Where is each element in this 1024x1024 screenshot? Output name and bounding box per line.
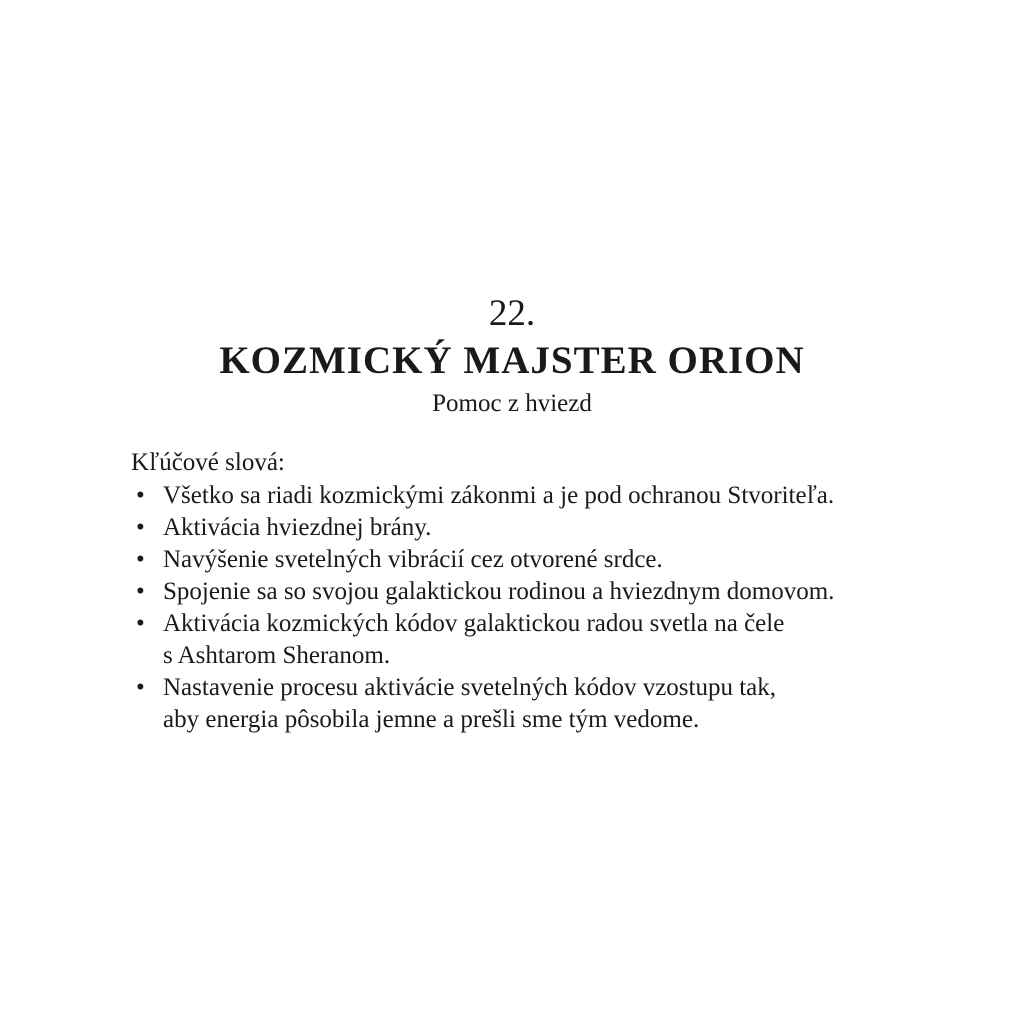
card-title: KOZMICKÝ MAJSTER ORION <box>219 339 805 382</box>
list-item <box>131 480 951 512</box>
list-item <box>131 544 951 576</box>
list-item-text: Nastavenie procesu aktivácie svetelných kódov vzostupu tak, aby energia pôsobila jemne a prešli sme tým vedome. <box>163 674 777 733</box>
list-item-text: Aktivácia hviezdnej brány. <box>163 514 432 541</box>
bullet-icon: • <box>136 514 145 541</box>
list-item <box>131 512 951 544</box>
card-number: 22. <box>488 293 536 334</box>
list-item-text: Navýšenie svetelných vibrácií cez otvorené srdce. <box>163 546 663 573</box>
keywords-section <box>131 447 951 736</box>
bullet-icon: • <box>136 546 145 573</box>
bullet-icon: • <box>136 482 145 509</box>
keywords-label: Kľúčové slová: <box>131 449 285 476</box>
list-item-text: Všetko sa riadi kozmickými zákonmi a je pod ochranou Stvoriteľa. <box>163 482 835 509</box>
list-item <box>131 608 951 672</box>
list-item-text: Spojenie sa so svojou galaktickou rodinou a hviezdnym domovom. <box>163 578 835 605</box>
list-item <box>131 576 951 608</box>
bullet-icon: • <box>136 674 145 701</box>
bullet-icon: • <box>136 578 145 605</box>
keywords-list <box>131 480 951 736</box>
list-item-text: Aktivácia kozmických kódov galaktickou radou svetla na čele s Ashtarom Sheranom. <box>163 610 785 669</box>
card-subtitle: Pomoc z hviezd <box>432 390 592 417</box>
list-item <box>131 672 951 736</box>
bullet-icon: • <box>136 610 145 637</box>
